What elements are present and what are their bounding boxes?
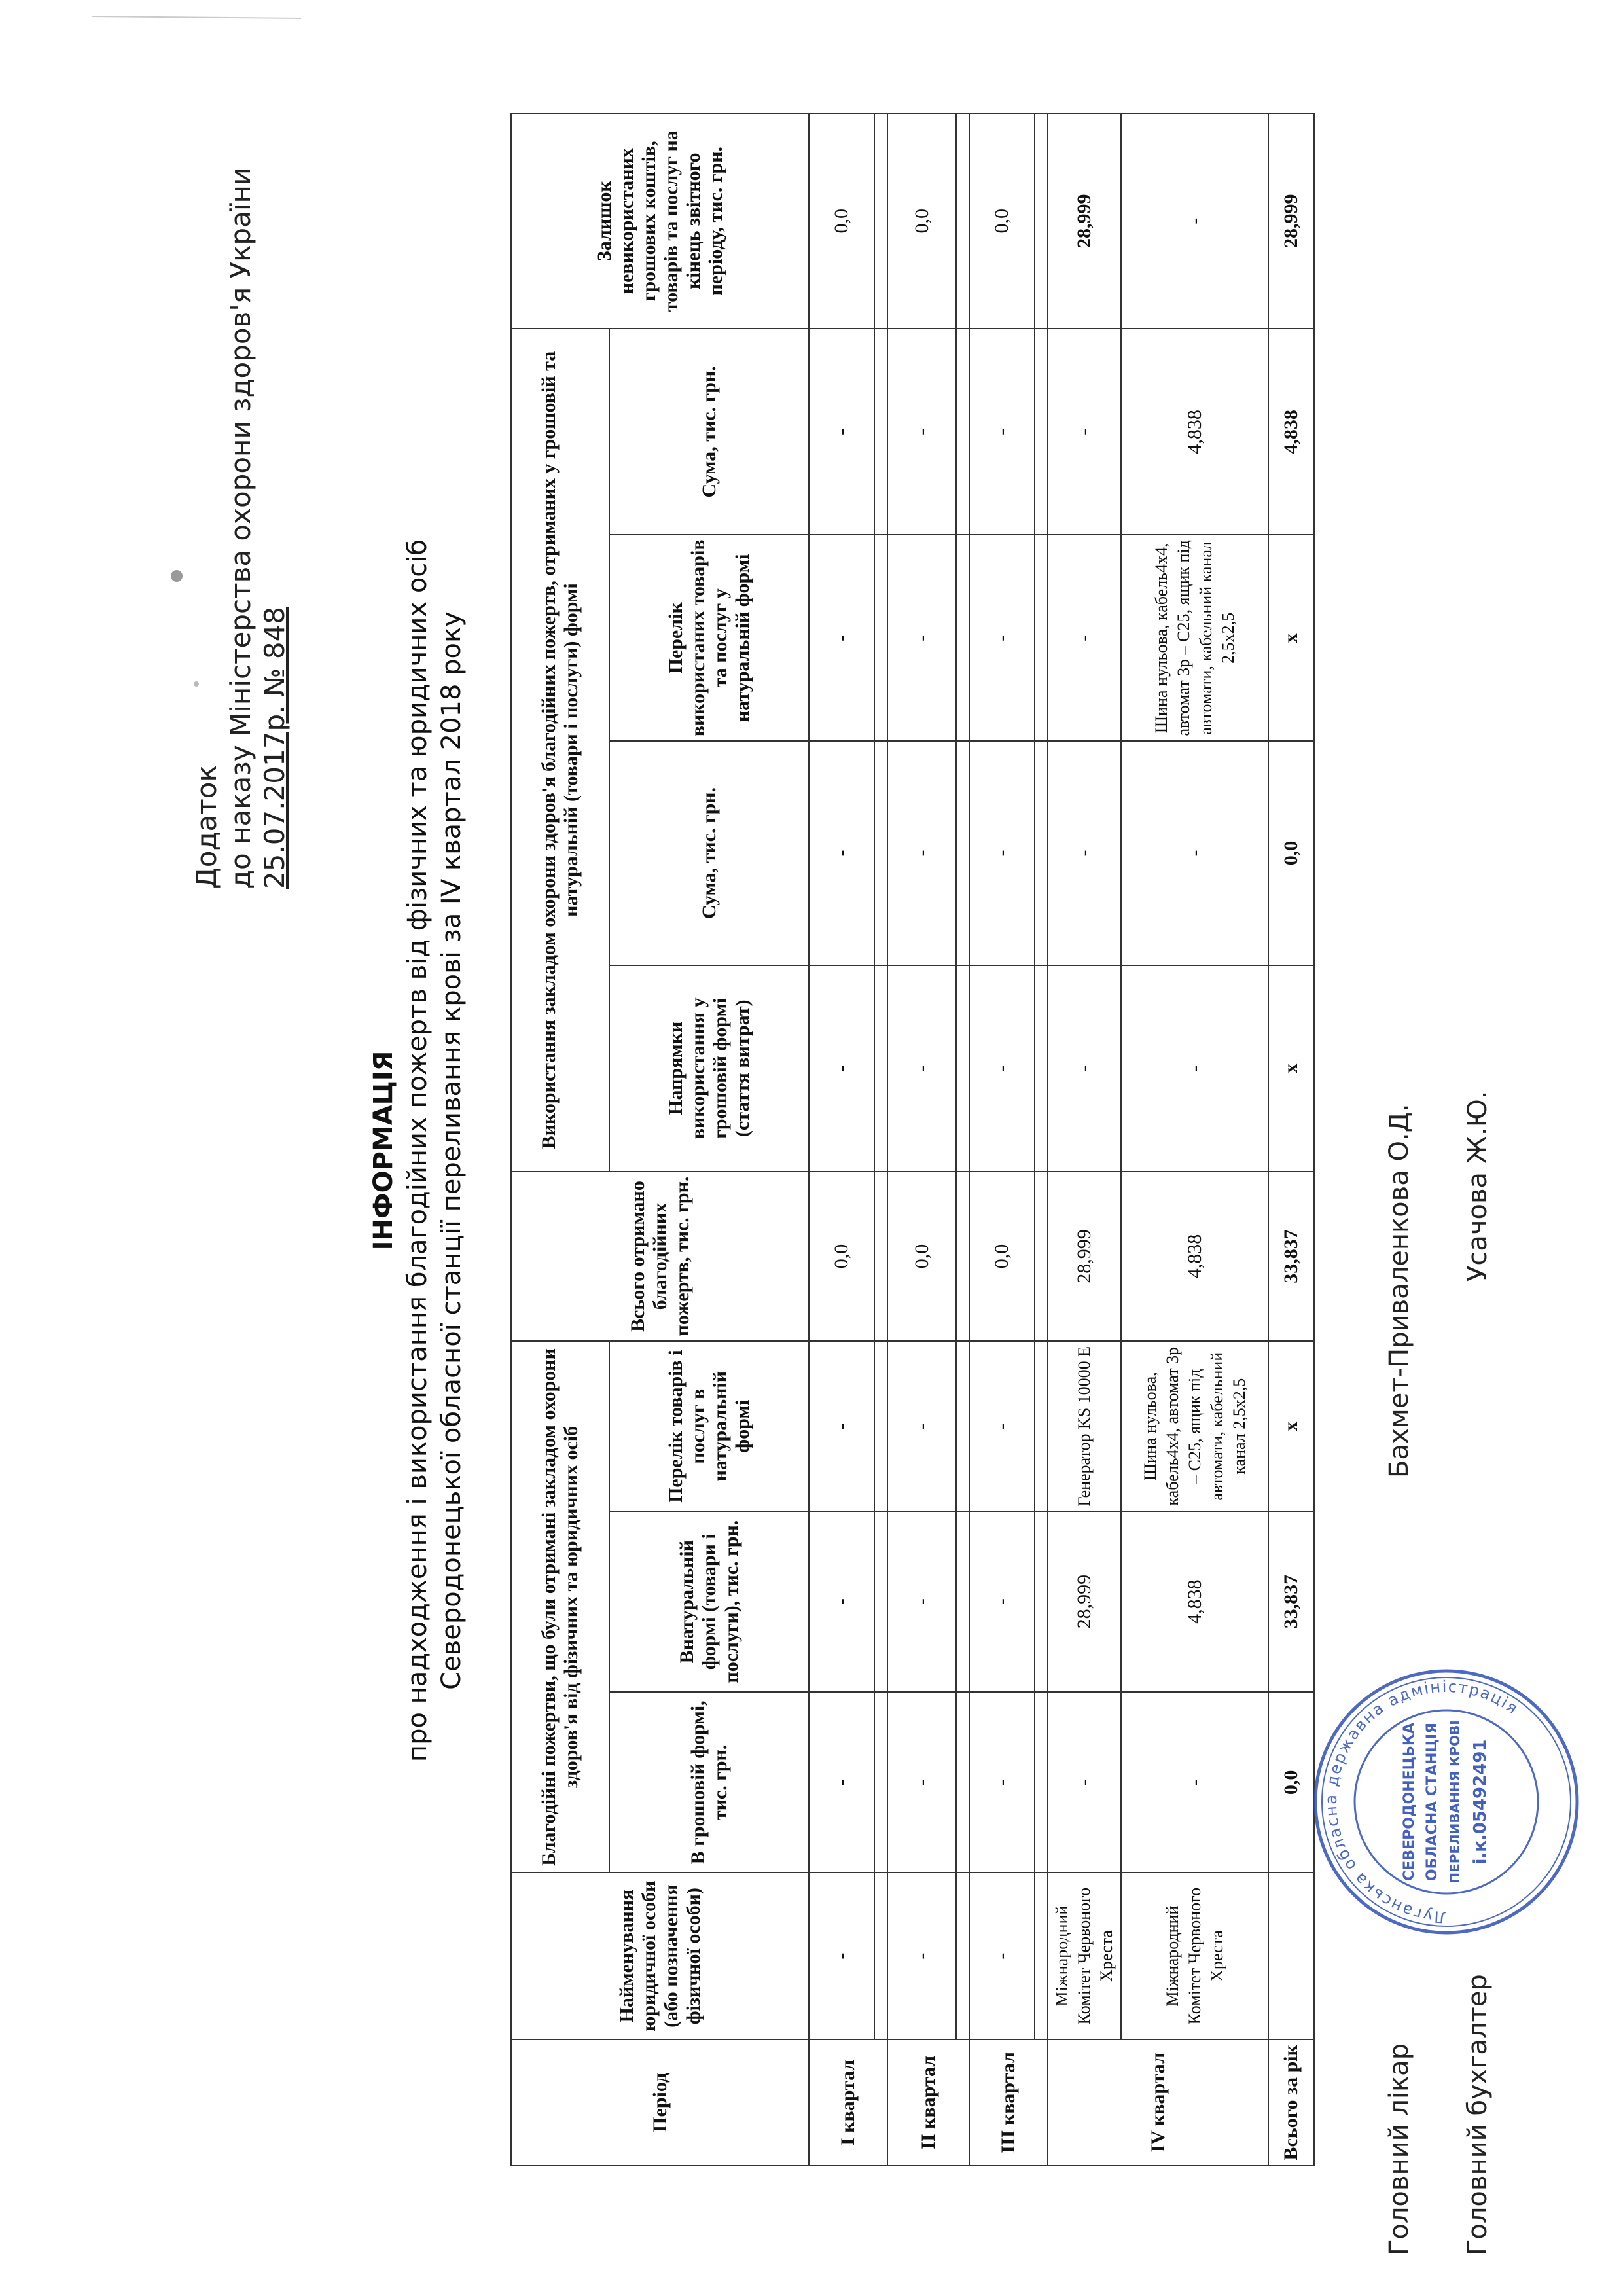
table-row: [809, 113, 874, 2166]
appendix-line-3: 25.07.2017р. № 848: [259, 606, 291, 889]
title-line-1: ІНФОРМАЦІЯ: [368, 1050, 399, 1251]
table-row: [1048, 113, 1121, 2166]
title-line-2: про надходження і використання благодійних пожертв від фізичних та юридичних осіб: [402, 539, 433, 1763]
table-row-total: [1268, 113, 1314, 2166]
q4-row2-cash-sum: -: [1121, 741, 1268, 965]
q1-cash: -: [809, 1692, 874, 1873]
header-period: Період: [511, 2039, 809, 2166]
q1-total: 0,0: [809, 1172, 874, 1342]
q4-row1-cash: -: [1048, 1692, 1121, 1873]
table-row: [887, 113, 956, 2166]
q3-name: -: [969, 1873, 1035, 2039]
q3-nat-sum: -: [969, 329, 1035, 535]
table-row-spacer: [1035, 113, 1048, 2166]
year-total-nat-sum: 4,838: [1268, 329, 1314, 535]
q1-used-list: -: [809, 535, 874, 741]
signature-accountant-name: Усачова Ж.Ю.: [1463, 1090, 1493, 1282]
header-total-received: Всього отримано благодійних пожертв, тис. грн.: [511, 1172, 809, 1342]
svg-text:Луганська обласна державна адм: [1322, 1677, 1522, 1926]
header-balance: Залишок невикористаних грошових коштів, товарів та послуг на кінець звітного періоду, тис. грн.: [511, 113, 809, 329]
q1-list: -: [809, 1341, 874, 1511]
q1-nat-sum: -: [809, 329, 874, 535]
q4-row2-nat-sum: 4,838: [1121, 329, 1268, 535]
appendix-line-1: Додаток: [190, 765, 223, 889]
q2-total: 0,0: [887, 1172, 956, 1342]
signature-accountant-title: Головний бухгалтер: [1463, 1974, 1493, 2255]
q3-used-list: -: [969, 535, 1035, 741]
stamp-outer-text: Луганська обласна державна адміністрація: [1321, 1677, 1522, 1927]
q2-balance: 0,0: [887, 113, 956, 329]
q3-list: -: [969, 1341, 1035, 1511]
year-total-used-list: х: [1268, 535, 1314, 741]
header-received-cash: В грошовій формі, тис. грн.: [609, 1692, 809, 1873]
q1-name: -: [809, 1873, 874, 2039]
q3-cash-sum: -: [969, 741, 1035, 965]
title-line-3: Северодонецької обласної станції переливання крові за IV квартал 2018 року: [437, 611, 467, 1690]
header-used-directions: Напрямки використання у грошовій формі (стаття витрат): [609, 965, 809, 1172]
header-received-natural: Внатуральній формі (товари і послуги), тис. грн.: [609, 1511, 809, 1692]
stamp-line-3: ПЕРЕЛИВАННЯ КРОВІ: [1447, 1720, 1463, 1884]
q3-dir: -: [969, 965, 1035, 1172]
year-total-name: [1268, 1873, 1314, 2039]
year-total-balance: 28,999: [1268, 113, 1314, 329]
q4-row2-list: Шина нульова, кабель4х4, автомат 3р – С25, ящик під автомати, кабельний канал 2,5х2,5: [1121, 1341, 1268, 1511]
stamp-code: і.к.05492491: [1471, 1739, 1490, 1865]
q2-used-list: -: [887, 535, 956, 741]
year-total-list: х: [1268, 1341, 1314, 1511]
q4-row2-used-list: Шина нульова, кабель4х4, автомат 3р – С25, ящик під автомати, кабельний канал 2,5х2,5: [1121, 535, 1268, 741]
period-q3: III квартал: [969, 2039, 1048, 2166]
donations-table: [510, 113, 1315, 2166]
q4-row1-cash-sum: -: [1048, 741, 1121, 965]
q1-cash-sum: -: [809, 741, 874, 965]
q2-name: -: [887, 1873, 956, 2039]
q1-natural: -: [809, 1511, 874, 1692]
q4-row1-natural: 28,999: [1048, 1511, 1121, 1692]
year-total-dir: х: [1268, 965, 1314, 1172]
stamp-line-1: СЕВЕРОДОНЕЦЬКА: [1401, 1723, 1418, 1881]
q4-row1-list: Генератор KS 10000 E: [1048, 1341, 1121, 1511]
period-q4: IV квартал: [1048, 2039, 1268, 2166]
year-total-total: 33,837: [1268, 1172, 1314, 1342]
signature-doctor-title: Головний лікар: [1384, 2043, 1414, 2255]
signature-doctor-name: Бахмет-Приваленкова О.Д.: [1384, 1103, 1414, 1478]
q2-cash: -: [887, 1692, 956, 1873]
q4-row2-total: 4,838: [1121, 1172, 1268, 1342]
header-used-list: Перелік використаних товарів та послуг у натуральній формі: [609, 535, 809, 741]
q4-row2-name: Міжнародний Комітет Червоного Хреста: [1121, 1873, 1268, 2039]
q2-nat-sum: -: [887, 329, 956, 535]
q4-row1-total: 28,999: [1048, 1172, 1121, 1342]
q2-cash-sum: -: [887, 741, 956, 965]
q2-list: -: [887, 1341, 956, 1511]
period-q1: I квартал: [809, 2039, 887, 2166]
document-title: [366, 267, 469, 2034]
year-total-natural: 33,837: [1268, 1511, 1314, 1692]
table-header-row-2: [609, 113, 809, 2166]
table-row: [1121, 113, 1268, 2166]
q1-dir: -: [809, 965, 874, 1172]
q3-cash: -: [969, 1692, 1035, 1873]
q3-balance: 0,0: [969, 113, 1035, 329]
header-name: Найменування юридичної особи (або позначення фізичної особи): [511, 1873, 809, 2039]
q4-row2-cash: -: [1121, 1692, 1268, 1873]
period-q2: II квартал: [887, 2039, 969, 2166]
header-used-natural-sum: Сума, тис. грн.: [609, 329, 809, 535]
header-received-list: Перелік товарів і послуг в натуральній формі: [609, 1341, 809, 1511]
q3-total: 0,0: [969, 1172, 1035, 1342]
q4-row1-name: Міжнародний Комітет Червоного Хреста: [1048, 1873, 1121, 2039]
q4-row2-balance: -: [1121, 113, 1268, 329]
q4-row1-used-list: -: [1048, 535, 1121, 741]
table-row-spacer: [874, 113, 887, 2166]
q2-dir: -: [887, 965, 956, 1172]
q4-row1-nat-sum: -: [1048, 329, 1121, 535]
header-used-group: Використання закладом охорони здоров'я благодійних пожертв, отриманих у грошовій та натуральній (товари і послуги) формі: [511, 329, 609, 1171]
appendix-line-2: до наказу Міністерства охорони здоров'я України: [224, 167, 257, 889]
table-row: [969, 113, 1035, 2166]
q2-natural: -: [887, 1511, 956, 1692]
stamp-line-2: ОБЛАСНА СТАНЦІЯ: [1424, 1722, 1440, 1882]
table-row-spacer: [956, 113, 969, 2166]
q4-row2-natural: 4,838: [1121, 1511, 1268, 1692]
table-header-row-1: [511, 113, 609, 2166]
header-received-group: Благодійні пожертви, що були отримані закладом охорони здоров'я від фізичних та юридичних осіб: [511, 1341, 609, 1873]
q1-balance: 0,0: [809, 113, 874, 329]
header-used-cash-sum: Сума, тис. грн.: [609, 741, 809, 965]
year-total-cash: 0,0: [1268, 1692, 1314, 1873]
q4-row1-balance: 28,999: [1048, 113, 1121, 329]
official-stamp: [1309, 1664, 1584, 1939]
appendix-header: [190, 103, 292, 889]
q3-natural: -: [969, 1511, 1035, 1692]
q4-row2-dir: -: [1121, 965, 1268, 1172]
q4-row1-dir: -: [1048, 965, 1121, 1172]
year-total-cash-sum: 0,0: [1268, 741, 1314, 965]
year-total-label: Всього за рік: [1268, 2039, 1314, 2166]
